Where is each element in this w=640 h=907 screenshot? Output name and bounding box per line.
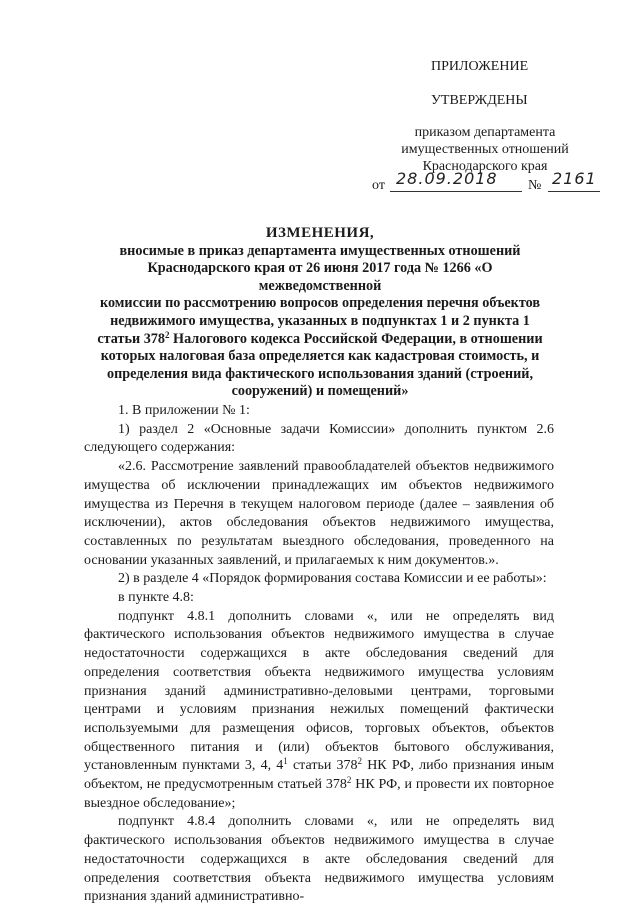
order-line-2: имущественных отношений (401, 142, 569, 157)
title-line-5-sup: 2 (165, 329, 170, 340)
title-line-5-b: Налогового кодекса Российской Федерации, в отношении (169, 330, 543, 347)
date-from-label: от (372, 178, 385, 193)
title-line-6: которых налоговая база определяется как кадастровая стоимость, и (100, 348, 540, 365)
order-line-3: Краснодарского края (422, 159, 548, 174)
para-point-4-8: в пункте 4.8: (118, 590, 194, 606)
p6-text-c: НК РФ, либо признания иным объектом, не предусмотренным статьей 378 (84, 758, 554, 793)
p6-sup-2: 2 (357, 756, 363, 767)
title-main: ИЗМЕНЕНИЯ, (265, 225, 375, 241)
para-section-4: 2) в разделе 4 «Порядок формирования состава Комиссии и ее работы»: (118, 571, 547, 587)
date-value: 28.09.2018 (396, 169, 498, 188)
number-value: 2161 (552, 169, 597, 188)
document-body (84, 402, 554, 907)
title-line-2: Краснодарского края от 26 июня 2017 года № 1266 «О межведомственной (147, 260, 493, 294)
order-line-1: приказом департамента (414, 125, 556, 140)
approved-label: УТВЕРЖДЕНЫ (431, 93, 528, 108)
p6-text-a: подпункт 4.8.1 дополнить словами «, или не определять вид фактического использования объектов недвижимого имущества в случае недостаточности содержащихся в акте обследования сведений для определения соответствия объекта недвижимого имущества условиям признания зданий административно-деловыми центрами, торговыми центрами и условиям признания нежилых помещений фактически используемыми для размещения офисов, торговых объектов, объектов общественного питания и (или) объектов бытового обслуживания, установленным пунктами 3, 4, 4 (84, 608, 554, 774)
title-line-3: комиссии по рассмотрению вопросов определения перечня объектов (99, 295, 541, 312)
p6-text-b: статьи 378 (287, 758, 358, 774)
title-line-5-a: статьи 378 (97, 330, 165, 347)
title-line-8: сооружений) и помещений» (231, 383, 409, 400)
title-line-5 (86, 331, 554, 349)
title-line-7: определения вида фактического использования зданий (строений, (106, 365, 534, 382)
title-line-1: вносимые в приказ департамента имущественных отношений (119, 242, 521, 259)
number-underline (548, 191, 600, 192)
p6-text-d: НК РФ, и провести их повторное выездное обследование»; (84, 777, 554, 811)
para-section-2: 1) раздел 2 «Основные задачи Комиссии» дополнить пунктом 2.6 следующего содержания: (84, 421, 554, 456)
p6-sup-1: 1 (283, 756, 288, 767)
document-title (86, 225, 554, 401)
para-item-1: 1. В приложении № 1: (118, 403, 250, 418)
date-underline (390, 191, 522, 192)
number-label: № (528, 178, 542, 193)
para-clause-2-6: «2.6. Рассмотрение заявлений правообладателей объектов недвижимого имущества об исключении принадлежащих им объектов недвижимого имущества из Перечня в текущем налоговом периоде (далее – заявления об исключении), актов обследования объектов недвижимого имущества, составленных по результатам выездного обследования, проведенного на основании указанных заявлений, и прилагаемых к ним документов.». (84, 459, 554, 568)
appendix-label: ПРИЛОЖЕНИЕ (431, 59, 529, 74)
para-subpoint-4-8-1 (84, 608, 554, 814)
para-subpoint-4-8-4: подпункт 4.8.4 дополнить словами «, или не определять вид фактического использования объектов недвижимого имущества в случае недостаточности содержащихся в акте обследования сведений для определения соответствия объекта недвижимого имущества условиям признания зданий административно- (84, 814, 554, 905)
title-line-4: недвижимого имущества, указанных в подпунктах 1 и 2 пункта 1 (110, 312, 530, 329)
p6-sup-3: 2 (346, 775, 352, 786)
date-field (390, 171, 522, 193)
number-field (548, 171, 600, 193)
